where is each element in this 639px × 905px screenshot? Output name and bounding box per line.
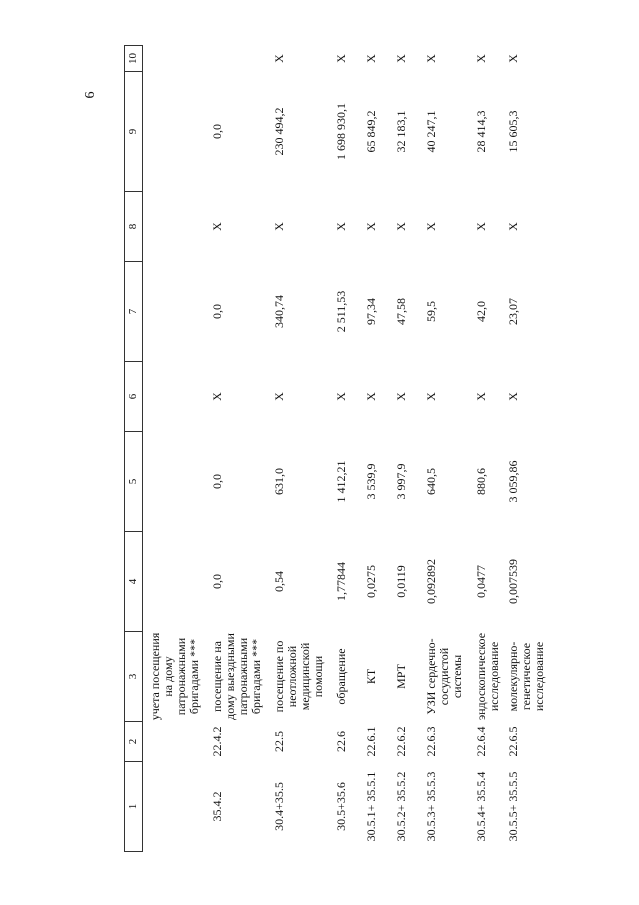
header-row <box>125 46 143 852</box>
table-cell-col-2: 22.6 <box>333 731 348 752</box>
header-col-1: 1 <box>125 762 143 852</box>
table-cell-col-6: X <box>505 392 520 401</box>
table-cell-col-5: 0,0 <box>209 474 224 489</box>
table-cell-col-8: X <box>505 222 520 231</box>
table-cell-col-2: 22.6.5 <box>505 726 520 757</box>
table-cell-col-10: X <box>473 54 488 63</box>
table-cell-col-3: КТ <box>363 668 378 685</box>
table-cell-col-9: 32 183,1 <box>393 110 408 153</box>
table-cell-col-8: X <box>393 222 408 231</box>
table-cell-col-3: эндоскопическое исследование <box>473 632 501 721</box>
table-cell-col-1: 30.5.2+ 35.5.2 <box>393 771 408 842</box>
table-cell-col-2: 22.6.3 <box>423 726 438 757</box>
table-cell-col-9: 28 414,3 <box>473 110 488 153</box>
table-cell-col-6: X <box>363 392 378 401</box>
table-cell-col-10: X <box>271 54 286 63</box>
table-cell-col-9: 1 698 930,1 <box>333 103 348 160</box>
table-row <box>267 46 329 852</box>
table-cell-col-6: X <box>271 392 286 401</box>
table-cell-col-3: МРТ <box>393 664 408 689</box>
table-cell-col-1: 30.5.4+ 35.5.4 <box>473 771 488 842</box>
table-cell-col-5: 3 059,86 <box>505 460 520 503</box>
table-cell-col-5 <box>143 432 205 532</box>
table-cell-col-3: молекулярно-генетическое исследование <box>505 641 546 712</box>
table-cell-col-2: 22.6.1 <box>363 726 378 757</box>
table-cell-col-4: 0,0119 <box>393 565 408 598</box>
table-cell-col-5: 3 539,9 <box>363 463 378 500</box>
table-cell-col-7: 47,58 <box>393 298 408 325</box>
table-cell-col-5: 3 997,9 <box>393 463 408 500</box>
table-cell-col-1: 30.5.3+ 35.5.3 <box>423 771 438 842</box>
header-col-9: 9 <box>125 72 143 192</box>
table-row <box>419 46 469 852</box>
table-cell-col-10: X <box>393 54 408 63</box>
table-cell-col-3: обращение <box>333 648 348 705</box>
header-col-5: 5 <box>125 432 143 532</box>
table-cell-col-5: 631,0 <box>271 468 286 495</box>
table-cell-col-10: X <box>423 54 438 63</box>
table-cell-col-5: 880,6 <box>473 468 488 495</box>
table-cell-col-2: 22.4.2 <box>209 726 224 757</box>
table-cell-col-7: 42,0 <box>473 301 488 322</box>
page-number: 6 <box>83 91 98 99</box>
table-cell-col-3: посещение на дому выездными патронажными бригадами *** <box>209 633 263 720</box>
table-cell-col-8: X <box>333 222 348 231</box>
header-col-10: 10 <box>125 46 143 72</box>
table-cell-col-4: 0,0477 <box>473 565 488 598</box>
table-cell-col-1: 35.4.2 <box>209 791 224 822</box>
table-cell-col-7: 23,07 <box>505 298 520 325</box>
table-row <box>143 46 205 852</box>
table-cell-col-4: 0,54 <box>271 571 286 592</box>
table-cell-col-8: X <box>473 222 488 231</box>
table-row <box>205 46 267 852</box>
header-col-7: 7 <box>125 262 143 362</box>
table-cell-col-7: 59,5 <box>423 301 438 322</box>
table-cell-col-7: 97,34 <box>363 298 378 325</box>
header-col-6: 6 <box>125 362 143 432</box>
table-cell-col-8: X <box>363 222 378 231</box>
table-cell-col-9: 65 849,2 <box>363 110 378 153</box>
header-col-3: 3 <box>125 632 143 722</box>
table-cell-col-1: 30.5.5+ 35.5.5 <box>505 771 520 842</box>
table-row <box>359 46 389 852</box>
table-row <box>389 46 419 852</box>
table-cell-col-7: 340,74 <box>271 295 286 328</box>
table-cell-col-10 <box>205 46 267 72</box>
table-cell-col-6: X <box>333 392 348 401</box>
table-cell-col-3: посещение по неотложной медицинской помощи <box>271 640 325 713</box>
table-cell-col-6: X <box>209 392 224 401</box>
table-cell-col-8 <box>143 192 205 262</box>
tariff-table <box>124 45 549 852</box>
table-cell-col-9: 40 247,1 <box>423 110 438 153</box>
table-cell-col-2 <box>143 722 205 762</box>
table-cell-col-10: X <box>363 54 378 63</box>
table-cell-col-9: 15 605,3 <box>505 110 520 153</box>
table-cell-col-4 <box>143 532 205 632</box>
table-cell-col-9 <box>143 72 205 192</box>
table-cell-col-9: 230 494,2 <box>271 107 286 156</box>
table-cell-col-7: 2 511,53 <box>333 290 348 333</box>
table-cell-col-1 <box>143 762 205 852</box>
table-cell-col-4: 0,0 <box>209 574 224 589</box>
table-cell-col-7 <box>143 262 205 362</box>
table-row <box>501 46 549 852</box>
table-cell-col-2: 22.6.2 <box>393 726 408 757</box>
table-cell-col-8: X <box>423 222 438 231</box>
table-cell-col-9: 0,0 <box>209 124 224 139</box>
table-cell-col-3: учета посещения на дому патронажными бригадами *** <box>148 632 201 721</box>
table-cell-col-6: X <box>473 392 488 401</box>
table-cell-col-4: 1,77844 <box>333 562 348 601</box>
table-cell-col-1: 30.4+35.5 <box>271 782 286 831</box>
rotated-table-container <box>124 46 554 852</box>
table-cell-col-4: 0,092892 <box>423 559 438 604</box>
table-row <box>469 46 501 852</box>
table-cell-col-2: 22.5 <box>271 731 286 752</box>
table-cell-col-7: 0,0 <box>209 304 224 319</box>
table-cell-col-2: 22.6.4 <box>473 726 488 757</box>
table-cell-col-3: УЗИ сердечно-сосудистой системы <box>423 638 464 715</box>
table-cell-col-10: X <box>505 54 520 63</box>
table-cell-col-5: 1 412,21 <box>333 460 348 503</box>
table-cell-col-6 <box>143 362 205 432</box>
table-cell-col-10 <box>143 46 205 72</box>
table-cell-col-10: X <box>333 54 348 63</box>
header-col-2: 2 <box>125 722 143 762</box>
table-cell-col-1: 30.5+35.6 <box>333 782 348 831</box>
header-col-8: 8 <box>125 192 143 262</box>
header-col-4: 4 <box>125 532 143 632</box>
table-cell-col-6: X <box>393 392 408 401</box>
table-cell-col-5: 640,5 <box>423 468 438 495</box>
table-row <box>329 46 359 852</box>
table-cell-col-1: 30.5.1+ 35.5.1 <box>363 771 378 842</box>
table-cell-col-8: X <box>271 222 286 231</box>
table-cell-col-6: X <box>423 392 438 401</box>
table-cell-col-8: X <box>209 222 224 231</box>
table-cell-col-4: 0,007539 <box>505 559 520 604</box>
table-cell-col-4: 0,0275 <box>363 565 378 598</box>
